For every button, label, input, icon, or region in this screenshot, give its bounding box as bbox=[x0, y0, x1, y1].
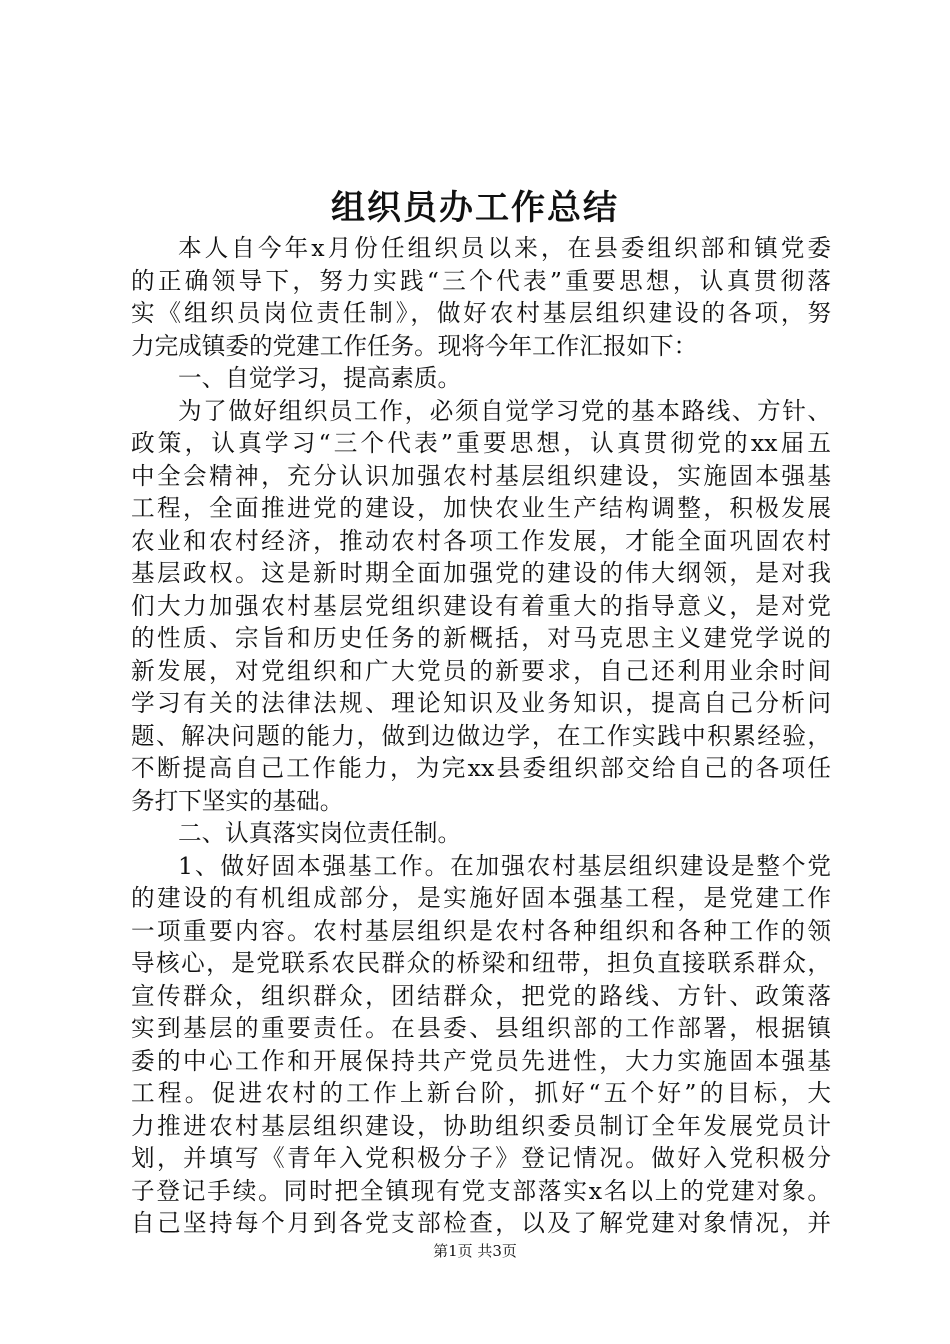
paragraph-line: 中全会精神，充分认识加强农村基层组织建设，实施固本强基 bbox=[131, 461, 831, 490]
paragraph-line: 委的中心工作和开展保持共产党员先进性，大力实施固本强基 bbox=[131, 1046, 831, 1075]
section-heading: 一、自觉学习，提高素质。 bbox=[178, 364, 462, 392]
paragraph-line: 力推进农村基层组织建设，协助组织委员制订全年发展党员计 bbox=[131, 1111, 831, 1140]
paragraph-line: 自己坚持每个月到各党支部检查，以及了解党建对象情况，并 bbox=[131, 1209, 831, 1237]
paragraph-line: 1、做好固本强基工作。在加强农村基层组织建设是整个党 bbox=[178, 851, 831, 880]
paragraph-line: 本人自今年x月份任组织员以来，在县委组织部和镇党委 bbox=[178, 234, 831, 262]
page-number: 第1页 共3页 bbox=[433, 1242, 517, 1260]
paragraph-line: 农业和农村经济，推动农村各项工作发展，才能全面巩固农村 bbox=[131, 526, 831, 555]
paragraph-line: 力完成镇委的党建工作任务。现将今年工作汇报如下： bbox=[131, 331, 698, 360]
document-body bbox=[131, 232, 831, 1240]
paragraph-line: 政策，认真学习“三个代表”重要思想，认真贯彻党的xx届五 bbox=[131, 429, 831, 457]
paragraph-line: 的性质、宗旨和历史任务的新概括，对马克思主义建党学说的 bbox=[131, 624, 831, 652]
paragraph-line: 工程。促进农村的工作上新台阶，抓好“五个好”的目标，大 bbox=[131, 1079, 831, 1107]
paragraph-line: 的建设的有机组成部分，是实施好固本强基工程，是党建工作 bbox=[131, 884, 831, 912]
paragraph-line: 划，并填写《青年入党积极分子》登记情况。做好入党积极分 bbox=[131, 1144, 831, 1172]
paragraph-line: 们大力加强农村基层党组织建设有着重大的指导意义，是对党 bbox=[131, 591, 831, 620]
paragraph-line: 基层政权。这是新时期全面加强党的建设的伟大纲领，是对我 bbox=[131, 559, 831, 587]
paragraph-line: 宣传群众，组织群众，团结群众，把党的路线、方针、政策落 bbox=[131, 981, 831, 1010]
paragraph-line: 子登记手续。同时把全镇现有党支部落实x名以上的党建对象。 bbox=[131, 1176, 831, 1205]
paragraph-line: 实《组织员岗位责任制》，做好农村基层组织建设的各项，努 bbox=[131, 299, 831, 327]
section-heading: 二、认真落实岗位责任制。 bbox=[178, 819, 462, 847]
paragraph-line: 实到基层的重要责任。在县委、县组织部的工作部署，根据镇 bbox=[131, 1014, 831, 1042]
paragraph-line: 新发展，对党组织和广大党员的新要求，自己还利用业余时间 bbox=[131, 656, 831, 685]
paragraph-line: 的正确领导下，努力实践“三个代表”重要思想，认真贯彻落 bbox=[131, 266, 831, 295]
paragraph-line: 为了做好组织员工作，必须自觉学习党的基本路线、方针、 bbox=[178, 396, 831, 425]
paragraph-line: 学习有关的法律法规、理论知识及业务知识，提高自己分析问 bbox=[131, 689, 831, 717]
paragraph-line: 导核心，是党联系农民群众的桥梁和纽带，担负直接联系群众， bbox=[131, 949, 831, 977]
paragraph-line: 不断提高自己工作能力，为完xx县委组织部交给自己的各项任 bbox=[131, 754, 831, 782]
paragraph-line: 工程，全面推进党的建设，加快农业生产结构调整，积极发展 bbox=[131, 494, 831, 522]
paragraph-line: 题、解决问题的能力，做到边做边学，在工作实践中积累经验， bbox=[131, 721, 831, 750]
paragraph-line: 一项重要内容。农村基层组织是农村各种组织和各种工作的领 bbox=[131, 916, 831, 945]
paragraph-line: 务打下坚实的基础。 bbox=[131, 786, 344, 815]
document-title: 组织员办工作总结 bbox=[331, 188, 619, 228]
